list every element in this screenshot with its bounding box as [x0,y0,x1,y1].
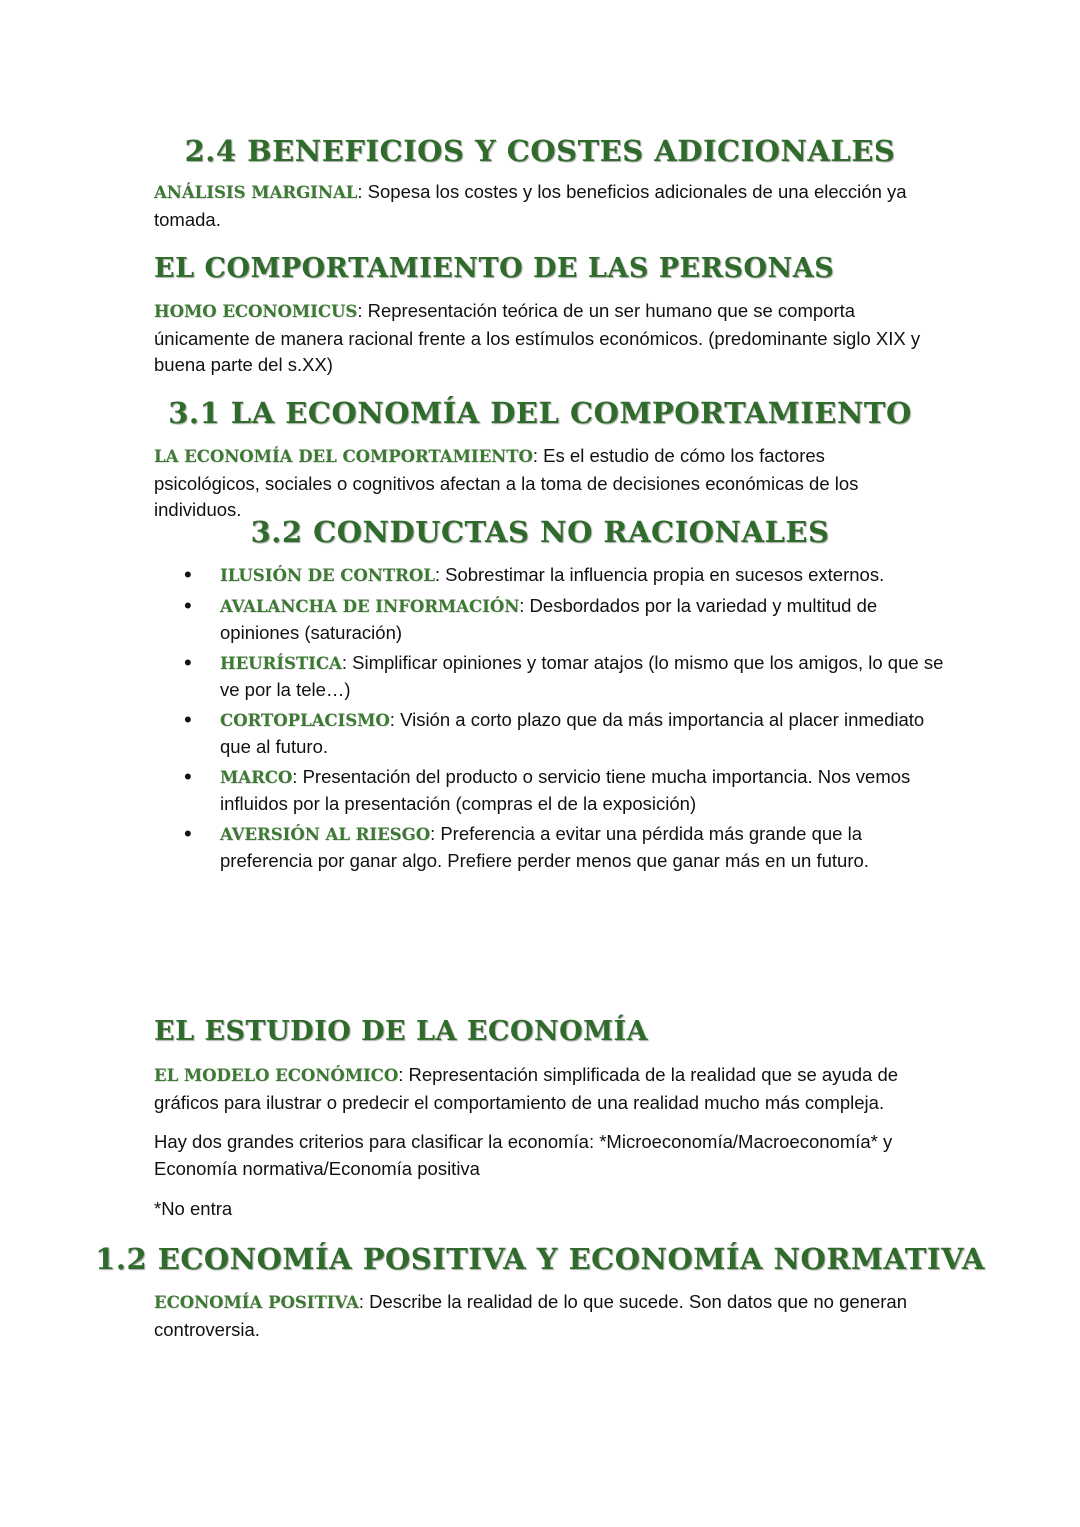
list-item: • CORTOPLACISMO: Visión a corto plazo que da más importancia al placer inmediato que al futuro. [154,707,944,761]
paragraph-criterios: Hay dos grandes criterios para clasificar la economía: *Microeconomía/Macroeconomía* y Economía normativa/Economía positiva [154,1131,893,1179]
heading-3-2: 3.2 CONDUCTAS NO RACIONALES [250,515,830,549]
list-item: • HEURÍSTICA: Simplificar opiniones y tomar atajos (lo mismo que los amigos, lo que se ve por la tele…) [154,650,944,704]
list-item: • AVALANCHA DE INFORMACIÓN: Desbordados por la variedad y multitud de opiniones (saturación) [154,593,944,647]
term-homo-economicus: HOMO ECONOMICUS [154,302,358,321]
heading-1-2: 1.2 ECONOMÍA POSITIVA Y ECONOMÍA NORMATIVA [95,1242,985,1276]
list-item: • AVERSIÓN AL RIESGO: Preferencia a evitar una pérdida más grande que la preferencia por ganar algo. Prefiere perder menos que ganar más en un futuro. [154,821,944,875]
paragraph-homo-economicus: HOMO ECONOMICUS: Representación teórica de un ser humano que se comporta únicamente de manera racional frente a los estímulos económicos. (predominante siglo XIX y buena parte del s.XX) [154,300,921,375]
term-analisis-marginal: ANÁLISIS MARGINAL [154,183,358,202]
paragraph-economia-comportamiento: LA ECONOMÍA DEL COMPORTAMIENTO: Es el estudio de cómo los factores psicológicos, sociales o cognitivos afectan a la toma de decisiones económicas de los individuos. [154,445,859,520]
heading-2-4: 2.4 BENEFICIOS Y COSTES ADICIONALES [184,134,896,168]
paragraph-no-entra: *No entra [154,1198,233,1219]
paragraph-analisis-marginal: ANÁLISIS MARGINAL: Sopesa los costes y los beneficios adicionales de una elección ya tomada. [154,181,907,230]
paragraph-modelo-economico: EL MODELO ECONÓMICO: Representación simplificada de la realidad que se ayuda de gráficos para ilustrar o predecir el comportamiento de una realidad mucho más compleja. [154,1064,899,1113]
term-modelo-economico: EL MODELO ECONÓMICO [154,1066,399,1085]
heading-comportamiento-personas: EL COMPORTAMIENTO DE LAS PERSONAS [154,253,835,284]
heading-3-1: 3.1 LA ECONOMÍA DEL COMPORTAMIENTO [168,396,912,430]
term-economia-positiva: ECONOMÍA POSITIVA [154,1293,359,1312]
list-item: • ILUSIÓN DE CONTROL: Sobrestimar la influencia propia en sucesos externos. [154,562,944,590]
list-item: • MARCO: Presentación del producto o servicio tiene mucha importancia. Nos vemos influidos por la presentación (compras el de la exposición) [154,764,944,818]
heading-estudio-economia: EL ESTUDIO DE LA ECONOMÍA [154,1016,649,1047]
term-economia-comportamiento: LA ECONOMÍA DEL COMPORTAMIENTO [154,447,533,466]
conductas-list [154,562,944,878]
paragraph-economia-positiva: ECONOMÍA POSITIVA: Describe la realidad de lo que sucede. Son datos que no generan controversia. [154,1291,908,1340]
